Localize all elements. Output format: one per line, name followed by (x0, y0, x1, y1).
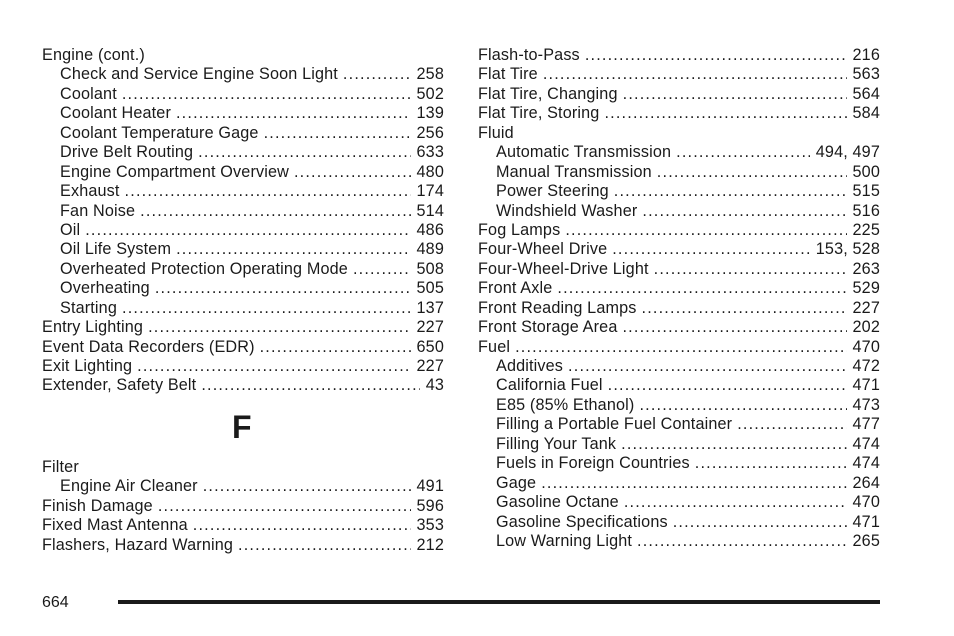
dot-leader (203, 477, 411, 496)
index-entry (42, 458, 444, 477)
index-entry-term: Extender, Safety Belt (42, 376, 197, 395)
index-entry-page: 633 (416, 143, 444, 162)
index-entry-term: Low Warning Light (496, 531, 633, 550)
dot-leader (565, 221, 846, 240)
dot-leader (140, 202, 410, 221)
index-entry-page: 258 (416, 65, 444, 84)
index-entry-term: Engine Air Cleaner (60, 477, 198, 496)
index-entry-page: 225 (852, 220, 880, 239)
index-entry (478, 65, 880, 84)
dot-leader (543, 65, 847, 84)
index-entry (478, 260, 880, 279)
index-entry-term: Four-Wheel-Drive Light (478, 259, 649, 278)
index-entry-page: 474 (852, 454, 880, 473)
index-entry (42, 376, 444, 395)
index-entry (478, 299, 880, 318)
index-entry (478, 202, 880, 221)
index-entry-page: 650 (416, 337, 444, 356)
index-entry (478, 415, 880, 434)
index-entry (42, 497, 444, 516)
index-entry (42, 260, 444, 279)
index-entry (42, 85, 444, 104)
footer-rule (118, 600, 880, 604)
dot-leader (614, 182, 847, 201)
dot-leader (622, 318, 846, 337)
index-entry (478, 240, 880, 259)
index-list-f-continued (478, 46, 880, 551)
index-entry-page: 564 (852, 84, 880, 103)
index-entry-term: Additives (496, 357, 564, 375)
index-entry-term: Flat Tire, Storing (478, 104, 600, 123)
index-entry-term: Filling Your Tank (496, 434, 617, 453)
index-column-right (478, 46, 880, 551)
index-entry-term: Overheated Protection Operating Mode (60, 259, 348, 278)
index-entry-page: 265 (852, 531, 880, 550)
index-entry-term: Engine (cont.) (42, 46, 145, 64)
index-entry-page: 43 (425, 376, 444, 395)
index-entry-term: Fan Noise (60, 201, 136, 220)
index-entry-page: 471 (852, 376, 880, 395)
index-entry-page: 202 (852, 318, 880, 337)
index-entry-term: Event Data Recorders (EDR) (42, 337, 255, 356)
index-entry (42, 338, 444, 357)
index-entry-page: 470 (852, 337, 880, 356)
index-entry (478, 493, 880, 512)
index-entry (478, 85, 880, 104)
index-entry-page: 216 (852, 46, 880, 64)
index-entry-term: Gasoline Octane (496, 493, 619, 512)
index-entry-term: E85 (85% Ethanol) (496, 395, 635, 414)
index-entry-term: Fuels in Foreign Countries (496, 454, 690, 473)
index-entry-page: 505 (416, 279, 444, 298)
dot-leader (568, 357, 846, 376)
index-entry-term: Entry Lighting (42, 318, 144, 337)
index-entry (42, 279, 444, 298)
index-entry-page: 174 (416, 182, 444, 201)
index-entry-term: Coolant (60, 84, 117, 103)
index-entry-term: Flashers, Hazard Warning (42, 535, 234, 554)
index-entry (42, 240, 444, 259)
index-entry-page: 563 (852, 65, 880, 84)
dot-leader (624, 493, 847, 512)
index-entry-page: 486 (416, 220, 444, 239)
dot-leader (294, 163, 411, 182)
index-entry-term: Front Axle (478, 279, 553, 298)
dot-leader (198, 143, 410, 162)
index-entry-term: Fuel (478, 337, 511, 356)
index-entry (478, 513, 880, 532)
dot-leader (637, 532, 847, 551)
index-entry (478, 338, 880, 357)
dot-leader (137, 357, 410, 376)
index-entry-page: 480 (416, 162, 444, 181)
index-entry-term: Oil (60, 220, 81, 239)
dot-leader (623, 85, 847, 104)
index-entry (42, 477, 444, 496)
index-entry-term: Filling a Portable Fuel Container (496, 415, 733, 434)
index-entry (42, 182, 444, 201)
index-entry-term: Oil Life System (60, 240, 172, 259)
index-entry-term: Manual Transmission (496, 162, 652, 181)
dot-leader (673, 513, 847, 532)
index-entry (478, 46, 880, 65)
dot-leader (353, 260, 411, 279)
dot-leader (604, 104, 846, 123)
index-entry-page: 502 (416, 84, 444, 103)
index-entry-page: 500 (852, 162, 880, 181)
dot-leader (193, 516, 411, 535)
index-entry-page: 584 (852, 104, 880, 123)
dot-leader (122, 85, 411, 104)
index-entry (42, 163, 444, 182)
index-entry-term: Exhaust (60, 182, 120, 201)
index-entry-page: 353 (416, 516, 444, 535)
dot-leader (201, 376, 419, 395)
dot-leader (176, 104, 411, 123)
index-entry-term: Flat Tire (478, 65, 538, 84)
index-entry (478, 435, 880, 454)
index-entry-page: 227 (416, 357, 444, 375)
dot-leader (158, 497, 411, 516)
index-entry-term: Flat Tire, Changing (478, 84, 618, 103)
index-entry (42, 516, 444, 535)
dot-leader (737, 415, 846, 434)
index-entry-page: 491 (416, 477, 444, 496)
dot-leader (260, 338, 411, 357)
dot-leader (621, 435, 846, 454)
index-entry (42, 46, 444, 65)
index-entry-page: 153, 528 (815, 240, 880, 259)
index-entry-page: 494, 497 (815, 143, 880, 162)
index-entry (478, 182, 880, 201)
page-number: 664 (42, 594, 69, 611)
dot-leader (657, 163, 847, 182)
dot-leader (608, 376, 847, 395)
index-entry (42, 536, 444, 555)
index-entry-term: Flash-to-Pass (478, 46, 580, 64)
index-entry-term: Gage (496, 473, 537, 492)
dot-leader (642, 299, 847, 318)
index-entry-term: Windshield Washer (496, 201, 638, 220)
index-entry-term: Coolant Heater (60, 104, 171, 123)
dot-leader (654, 260, 847, 279)
index-entry (42, 65, 444, 84)
index-entry-term: Fluid (478, 123, 514, 142)
index-entry (478, 124, 880, 143)
index-entry-page: 514 (416, 201, 444, 220)
index-entry-page: 137 (416, 298, 444, 317)
index-entry (42, 318, 444, 337)
index-entry-page: 139 (416, 104, 444, 123)
index-entry-page: 256 (416, 123, 444, 142)
index-entry (478, 279, 880, 298)
index-entry (42, 357, 444, 376)
index-entry (478, 221, 880, 240)
index-entry-term: Coolant Temperature Gage (60, 123, 259, 142)
index-entry-page: 263 (852, 259, 880, 278)
dot-leader (557, 279, 846, 298)
index-entry-page: 516 (852, 201, 880, 220)
dot-leader (541, 474, 846, 493)
index-entry-term: Fixed Mast Antenna (42, 516, 188, 535)
index-entry-page: 472 (852, 357, 880, 375)
index-entry-page: 515 (852, 182, 880, 201)
index-entry-page: 470 (852, 493, 880, 512)
dot-leader (125, 182, 411, 201)
dot-leader (585, 46, 847, 65)
index-column-left (42, 46, 444, 555)
index-entry (478, 532, 880, 551)
index-entry (478, 396, 880, 415)
index-entry-term: Front Storage Area (478, 318, 618, 337)
index-list-e (42, 46, 444, 396)
index-entry-term: Four-Wheel Drive (478, 240, 608, 259)
index-entry (42, 104, 444, 123)
index-entry-term: Exit Lighting (42, 357, 133, 375)
index-entry (42, 221, 444, 240)
index-entry (478, 357, 880, 376)
index-entry (478, 376, 880, 395)
index-entry-page: 508 (416, 259, 444, 278)
index-entry (478, 454, 880, 473)
index-entry-page: 529 (852, 279, 880, 298)
dot-leader (155, 279, 411, 298)
index-entry-term: Starting (60, 298, 117, 317)
index-entry-term: Finish Damage (42, 496, 153, 515)
index-entry-term: Front Reading Lamps (478, 298, 637, 317)
dot-leader (264, 124, 411, 143)
index-entry (42, 143, 444, 162)
index-entry (42, 202, 444, 221)
index-entry (478, 318, 880, 337)
section-letter-heading: F (232, 408, 252, 445)
index-entry-term: Power Steering (496, 182, 609, 201)
index-entry-page: 474 (852, 434, 880, 453)
index-entry-page: 227 (416, 318, 444, 337)
index-entry-term: Gasoline Specifications (496, 512, 668, 531)
dot-leader (176, 240, 410, 259)
index-entry-term: Automatic Transmission (496, 143, 672, 162)
index-entry-term: Engine Compartment Overview (60, 162, 289, 181)
index-entry-page: 489 (416, 240, 444, 259)
index-entry (478, 474, 880, 493)
index-entry (42, 124, 444, 143)
index-entry-page: 596 (416, 496, 444, 515)
index-entry-term: Drive Belt Routing (60, 143, 194, 162)
index-entry-page: 212 (416, 535, 444, 554)
index-entry-term: Check and Service Engine Soon Light (60, 65, 338, 84)
dot-leader (642, 202, 846, 221)
dot-leader (695, 454, 847, 473)
index-entry-page: 477 (852, 415, 880, 434)
dot-leader (639, 396, 846, 415)
dot-leader (238, 536, 411, 555)
index-entry-term: Overheating (60, 279, 150, 298)
dot-leader (343, 65, 411, 84)
dot-leader (85, 221, 410, 240)
index-entry-term: Filter (42, 457, 79, 476)
index-entry (478, 143, 880, 162)
index-entry-page: 227 (852, 298, 880, 317)
index-entry-term: Fog Lamps (478, 220, 561, 239)
index-entry-page: 264 (852, 473, 880, 492)
index-entry-term: California Fuel (496, 376, 603, 395)
index-entry (478, 163, 880, 182)
dot-leader (122, 299, 411, 318)
dot-leader (515, 338, 846, 357)
index-entry-page: 471 (852, 512, 880, 531)
index-entry-page: 473 (852, 395, 880, 414)
dot-leader (676, 143, 810, 162)
index-list-f (42, 458, 444, 555)
dot-leader (148, 318, 410, 337)
index-entry (478, 104, 880, 123)
index-entry (42, 299, 444, 318)
dot-leader (612, 240, 810, 259)
